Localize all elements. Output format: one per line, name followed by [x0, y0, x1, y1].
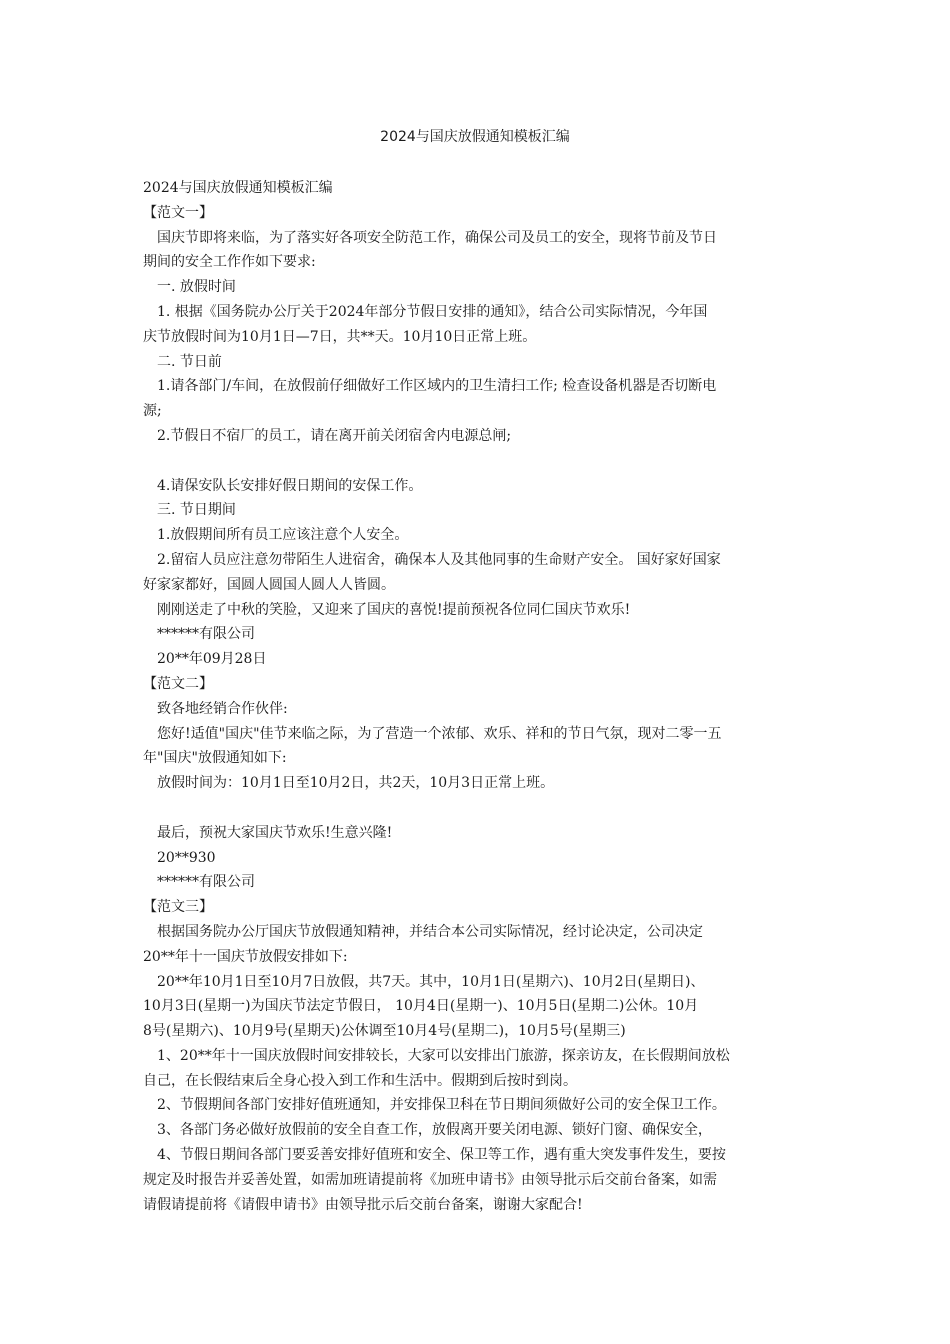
text-line: 1.请各部门/车间，在放假前仔细做好工作区域内的卫生清扫工作; 检查设备机器是否切断电 — [143, 378, 717, 395]
text-line: 国庆节即将来临，为了落实好各项安全防范工作，确保公司及员工的安全，现将节前及节日 — [143, 229, 717, 246]
text-line: 二. 节日前 — [143, 353, 222, 370]
text-line: 源; — [143, 403, 162, 420]
document-body — [143, 176, 811, 1217]
text-line: 2.留宿人员应注意勿带陌生人进宿舍，确保本人及其他同事的生命财产安全。 国好家好国家 — [143, 551, 721, 568]
text-line: 20**年09月28日 — [143, 651, 267, 668]
text-line: 【范文一】 — [143, 204, 213, 221]
text-line: 致各地经销合作伙伴: — [143, 700, 288, 717]
text-line: 2024与国庆放假通知模板汇编 — [143, 180, 333, 196]
text-line: 自己，在长假结束后全身心投入到工作和生活中。假期到后按时到岗。 — [143, 1072, 577, 1089]
blank-line — [143, 796, 811, 821]
text-line: 3、各部门务必做好放假前的安全自查工作，放假离开要关闭电源、锁好门窗、确保安全， — [143, 1122, 712, 1139]
text-line: 1. 根据《国务院办公厅关于2024年部分节假日安排的通知》，结合公司实际情况，今年国 — [143, 303, 708, 320]
text-line: 最后，预祝大家国庆节欢乐!生意兴隆! — [143, 824, 393, 841]
text-line: 2、节假期间各部门安排好值班通知，并安排保卫科在节日期间须做好公司的安全保卫工作。 — [143, 1097, 726, 1114]
text-line: 10月3日(星期一)为国庆节法定节假日， 10月4日(星期一)、10月5日(星期二)公休。10月 — [143, 998, 699, 1015]
text-line: 请假请提前将《请假申请书》由领导批示后交前台备案，谢谢大家配合! — [143, 1196, 583, 1213]
text-line: 期间的安全工作作如下要求: — [143, 254, 316, 271]
text-line: 您好!适值"国庆"佳节来临之际，为了营造一个浓郁、欢乐、祥和的节日气氛，现对二零一五 — [143, 725, 722, 742]
document-title: 2024与国庆放假通知模板汇编 — [380, 129, 570, 145]
text-line: 刚刚送走了中秋的笑脸，又迎来了国庆的喜悦!提前预祝各位同仁国庆节欢乐! — [143, 601, 631, 618]
text-line: 庆节放假时间为10月1日—7日，共**天。10月10日正常上班。 — [143, 328, 537, 345]
text-line: 4、节假日期间各部门要妥善安排好值班和安全、保卫等工作，遇有重大突发事件发生，要按 — [143, 1147, 726, 1164]
text-line: 20**年10月1日至10月7日放假，共7天。其中，10月1日(星期六)、10月2日(星期日)、 — [143, 973, 705, 990]
text-line: 8号(星期六)、10月9号(星期天)公休调至10月4号(星期二)，10月5号(星期三) — [143, 1023, 626, 1040]
text-line: 4.请保安队长安排好假日期间的安保工作。 — [143, 477, 423, 494]
text-line: 【范文二】 — [143, 675, 213, 692]
text-line: 放假时间为：10月1日至10月2日，共2天，10月3日正常上班。 — [143, 775, 555, 792]
text-line: 【范文三】 — [143, 899, 213, 916]
text-line: 20**930 — [143, 849, 216, 866]
text-line: ******有限公司 — [143, 874, 255, 891]
text-line: 规定及时报告并妥善处置，如需加班请提前将《加班申请书》由领导批示后交前台备案，如需 — [143, 1171, 717, 1188]
text-line: 1.放假期间所有员工应该注意个人安全。 — [143, 527, 409, 544]
text-line: 1、20**年十一国庆放假时间安排较长，大家可以安排出门旅游，探亲访友，在长假期间放松 — [143, 1047, 730, 1064]
blank-line — [143, 449, 811, 474]
text-line: ******有限公司 — [143, 626, 255, 643]
text-line: 一. 放假时间 — [143, 279, 236, 296]
text-line: 根据国务院办公厅国庆节放假通知精神，并结合本公司实际情况，经讨论决定，公司决定 — [143, 923, 703, 940]
text-line: 20**年十一国庆节放假安排如下: — [143, 948, 348, 965]
text-line: 三. 节日期间 — [143, 502, 236, 519]
text-line: 2.节假日不宿厂的员工，请在离开前关闭宿舍内电源总闸; — [143, 427, 512, 444]
text-line: 年"国庆"放假通知如下: — [143, 750, 287, 767]
text-line: 好家家都好，国圆人圆国人圆人人皆圆。 — [143, 576, 395, 593]
